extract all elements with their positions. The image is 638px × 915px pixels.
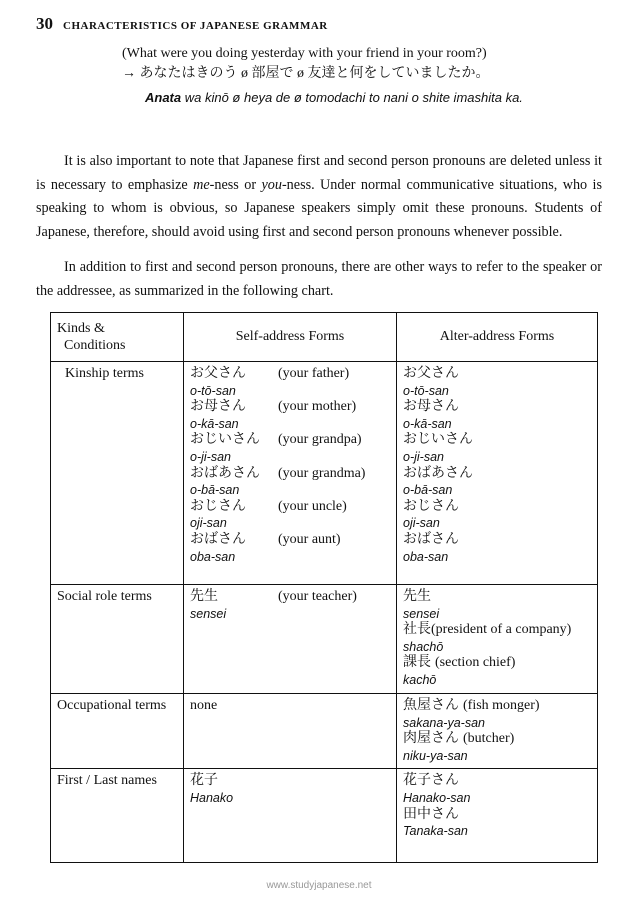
kinship-self-jp: おじいさん: [190, 432, 260, 448]
row-social-role: [51, 585, 598, 694]
paragraph-other-ways: [36, 256, 602, 303]
social-self-romaji: sensei: [190, 606, 227, 621]
kinship-self-gloss: (your uncle): [278, 498, 347, 514]
kinship-self-romaji: o-bā-san: [190, 483, 240, 498]
kinship-self-jp: おばさん: [190, 531, 246, 547]
example-english: (What were you doing yesterday with your friend in your room?): [122, 46, 487, 61]
kinship-self-gloss: (your grandpa): [278, 432, 362, 448]
names-alter-romaji: Tanaka-san: [403, 824, 468, 839]
paragraph-1-emph-me: me: [193, 176, 210, 193]
kinship-alter-jp: お父さん: [403, 366, 459, 381]
kinship-self-gloss: (your father): [278, 366, 350, 381]
kinship-alter-jp: おばあさん: [403, 465, 473, 481]
paragraph-1-emph-you: you: [261, 176, 282, 193]
names-alter-cell: [397, 769, 598, 863]
kinship-alter-jp: おじいさん: [403, 432, 473, 448]
occupational-alter-jp: 魚屋さん: [403, 698, 459, 713]
social-self-gloss: (your teacher): [278, 589, 357, 604]
header-alter-address: Alter-address Forms: [397, 313, 598, 362]
kinship-self-romaji: o-kā-san: [190, 416, 239, 431]
address-forms-chart: [50, 312, 598, 863]
occupational-self-cell: none: [184, 694, 397, 769]
kinship-self-cell: [184, 362, 397, 585]
kinship-alter-jp: おばさん: [403, 531, 459, 547]
social-alter-cell: [397, 585, 598, 694]
page-number: 30: [36, 14, 53, 33]
social-alter-jp: 課長: [403, 655, 431, 671]
example-romaji: [145, 88, 595, 108]
names-alter-romaji: Hanako-san: [403, 790, 471, 805]
kinship-alter-romaji: oji-san: [403, 516, 440, 531]
kinship-alter-jp: おじさん: [403, 498, 459, 514]
social-alter-gloss: (section chief): [435, 655, 516, 671]
kinship-self-gloss: (your grandma): [278, 465, 366, 481]
social-alter-romaji: sensei: [403, 606, 440, 621]
names-self-romaji: Hanako: [190, 790, 234, 805]
site-footer: www.studyjapanese.net: [266, 880, 372, 891]
example-romaji-rest: wa kinō ø heya de ø tomodachi to nani o shite imashita ka.: [181, 90, 523, 105]
kinship-alter-jp: お母さん: [403, 399, 459, 415]
social-self-jp: 先生: [190, 589, 218, 604]
paragraph-1-text-c: -ness. Under normal communicative situations, who is speaking to whom is obvious, so Japanese speakers simply omit these pronouns. Students of Japanese, therefore, should avoid using first and second person pronouns whenever possible.: [36, 176, 602, 240]
kinship-self-gloss: (your aunt): [278, 531, 341, 547]
names-alter-jp: 田中さん: [403, 806, 459, 822]
kinship-self-romaji: oba-san: [190, 549, 236, 564]
kinship-alter-romaji: o-kā-san: [403, 416, 452, 431]
paragraph-pronouns: [36, 150, 602, 244]
header-conditions: Conditions: [64, 338, 126, 353]
social-alter-romaji: kachō: [403, 672, 437, 687]
names-self-cell: [184, 769, 397, 863]
social-alter-gloss: (president of a company): [431, 622, 572, 638]
kinship-self-gloss: (your mother): [278, 399, 357, 415]
kinship-alter-romaji: o-bā-san: [403, 483, 453, 498]
social-self-cell: [184, 585, 397, 694]
kinship-self-romaji: o-ji-san: [190, 449, 231, 464]
kinship-self-jp: おじさん: [190, 498, 246, 514]
row-occupational: [51, 694, 598, 769]
kinship-self-romaji: o-tō-san: [190, 383, 236, 398]
label-names: First / Last names: [51, 769, 184, 863]
example-japanese: → あなたはきのう ø 部屋で ø 友達と何をしていましたか。: [122, 66, 490, 81]
paragraph-2-text: In addition to first and second person pronouns, there are other ways to refer to the speaker or the addressee, as summarized in the following chart.: [36, 259, 602, 299]
paragraph-1-text-b: -ness or: [209, 176, 262, 193]
kinship-self-romaji: oji-san: [190, 516, 227, 531]
occupational-alter-romaji: sakana-ya-san: [403, 715, 485, 730]
kinship-self-jp: お母さん: [190, 399, 246, 415]
label-kinship-text: Kinship terms: [65, 366, 144, 381]
label-social-role: Social role terms: [51, 585, 184, 694]
row-kinship: [51, 362, 598, 585]
names-self-jp: 花子: [190, 773, 218, 789]
page-header: [36, 14, 328, 34]
paragraph-1-text-a: It is also important to note that Japanese first and second person pronouns are deleted unless it is necessary to emphasize: [36, 153, 602, 193]
occupational-alter-gloss: (fish monger): [463, 698, 540, 713]
social-alter-jp: 先生: [403, 589, 431, 604]
header-kinds: Kinds &: [57, 321, 105, 336]
social-alter-jp: 社長: [403, 622, 431, 638]
kinship-alter-cell: [397, 362, 598, 585]
header-kinds-conditions: [51, 313, 184, 362]
running-title: CHARACTERISTICS OF JAPANESE GRAMMAR: [63, 20, 328, 32]
chart-header-row: [51, 313, 598, 362]
kinship-alter-romaji: o-tō-san: [403, 383, 449, 398]
label-kinship: [51, 362, 184, 585]
kinship-self-jp: お父さん: [190, 366, 246, 381]
social-alter-romaji: shachō: [403, 639, 444, 654]
names-alter-jp: 花子さん: [403, 773, 459, 789]
occupational-alter-romaji: niku-ya-san: [403, 748, 468, 763]
occupational-alter-cell: [397, 694, 598, 769]
row-names: [51, 769, 598, 863]
label-occupational: Occupational terms: [51, 694, 184, 769]
occupational-alter-gloss: (butcher): [463, 731, 515, 747]
occupational-alter-jp: 肉屋さん: [403, 731, 459, 747]
kinship-self-jp: おばあさん: [190, 465, 260, 481]
header-self-address: Self-address Forms: [184, 313, 397, 362]
example-romaji-bold: Anata: [145, 90, 182, 105]
kinship-alter-romaji: oba-san: [403, 549, 449, 564]
kinship-alter-romaji: o-ji-san: [403, 449, 444, 464]
